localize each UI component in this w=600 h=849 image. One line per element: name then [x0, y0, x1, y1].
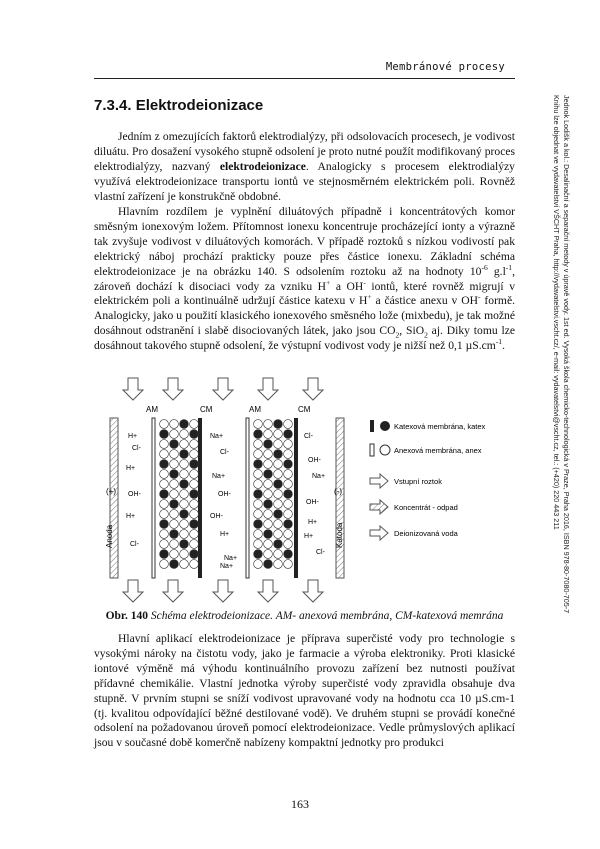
cation-resin-bead — [180, 540, 189, 549]
cation-resin-bead — [264, 530, 273, 539]
cation-resin-bead — [264, 500, 273, 509]
anion-resin-bead — [160, 470, 169, 479]
anion-resin-bead — [254, 440, 263, 449]
cation-resin-bead — [274, 480, 283, 489]
outlet-arrows — [123, 580, 323, 602]
ion-label: Na+ — [212, 473, 226, 480]
membrane-label-cm-2: CM — [298, 405, 311, 414]
cation-resin-bead — [264, 440, 273, 449]
cation-resin-bead — [160, 490, 169, 499]
anion-resin-bead — [284, 420, 293, 429]
anion-resin-bead — [284, 480, 293, 489]
anion-resin-bead — [264, 450, 273, 459]
running-header — [94, 52, 515, 79]
anion-resin-bead — [160, 530, 169, 539]
cation-resin-bead — [274, 420, 283, 429]
figure-caption — [94, 610, 515, 622]
anion-resin-bead — [170, 480, 179, 489]
cathode-sign: (-) — [334, 487, 342, 496]
anode-label: Anoda — [105, 524, 114, 548]
anion-resin-bead — [264, 430, 273, 439]
anion-resin-bead — [180, 460, 189, 469]
cation-resin-bead — [254, 460, 263, 469]
cation-resin-bead — [274, 450, 283, 459]
anion-resin-bead — [264, 520, 273, 529]
anion-resin-bead — [254, 420, 263, 429]
anion-resin-bead — [264, 460, 273, 469]
cation-resin-bead — [170, 440, 179, 449]
caption-text: Schéma elektrodeionizace. AM- anexová membrána, CM-katexová memrána — [150, 610, 504, 622]
ion-label: Cl- — [304, 433, 313, 440]
anion-resin-bead — [264, 480, 273, 489]
anion-resin-bead — [170, 520, 179, 529]
ion-label: OH- — [210, 513, 223, 520]
anion-resin-bead — [284, 470, 293, 479]
anion-resin-bead — [190, 470, 199, 479]
anion-resin-bead — [190, 530, 199, 539]
anion-resin-bead — [254, 510, 263, 519]
anion-resin-bead — [284, 510, 293, 519]
anion-resin-bead — [170, 420, 179, 429]
anion-resin-bead — [190, 420, 199, 429]
anion-resin-bead — [254, 540, 263, 549]
ion-label: Cl- — [316, 549, 325, 556]
paragraph-2 — [94, 205, 515, 354]
cation-resin-bead — [180, 480, 189, 489]
inlet-arrows — [123, 378, 323, 400]
anion-resin-bead — [254, 530, 263, 539]
cation-resin-bead — [180, 420, 189, 429]
side-citation-line1: Jednok Lodišk a kol.: Desalinační a separační metody v úpravě vody. 1st ed. Vysoká škola chemicko-technologická v Praze, Praha 2016, ISBN 978-80-7080-705-7 — [562, 95, 571, 614]
anion-resin-bead — [284, 540, 293, 549]
anion-resin-bead — [170, 450, 179, 459]
anion-resin-bead — [284, 500, 293, 509]
legend-feed: Vstupní roztok — [394, 477, 442, 486]
membrane-label-am-1: AM — [146, 405, 158, 414]
anion-resin-bead — [264, 540, 273, 549]
anion-resin-bead — [160, 540, 169, 549]
ion-label: Cl- — [132, 445, 141, 452]
paragraph-1 — [94, 130, 515, 205]
edi-diagram — [105, 378, 518, 603]
cation-resin-bead — [170, 470, 179, 479]
anion-resin-bead — [180, 430, 189, 439]
anion-resin-bead — [170, 490, 179, 499]
ion-label: H+ — [126, 513, 136, 520]
ion-label: Na+ — [210, 433, 224, 440]
anion-resin-bead — [264, 510, 273, 519]
ion-label: H+ — [220, 531, 230, 538]
cation-resin-bead — [264, 560, 273, 569]
anion-resin-bead — [274, 470, 283, 479]
anion-resin-bead — [180, 550, 189, 559]
cation-resin-bead — [284, 490, 293, 499]
ion-label: H+ — [308, 519, 318, 526]
legend — [370, 420, 486, 540]
membrane-label-am-2: AM — [249, 405, 261, 414]
paragraph-3-text: Hlavní aplikací elektrodeionizace je příprava superčisté vody pro technologie s vysokými nároky na čistotu vody, jako je farmacie a výroba elektroniky. Proti klasické iontové výměně má výhodu kontinuálního provozu zařízení bez nutnosti používat přídavné chemikálie. Vlastní jednotka výroby superčisté vody zpravidla obsahuje dva stupně. V prvním stupni se sníží vodivost upravované vody na hodnotu cca 10 µS.cm-1 (tj. kvalitou odpovídající běžné destilované vodě). Ve druhém stupni se provádí konečné odsolení na požadovanou úroveň pomocí elektrodeionizace. Vedle průmyslových aplikací jsou v současné době komerčně nabízeny kompaktní jednotky pro produkci — [94, 632, 515, 750]
ion-label: OH- — [128, 491, 141, 498]
cation-resin-bead — [190, 430, 199, 439]
anion-resin-bead — [190, 450, 199, 459]
anion-resin-bead — [254, 470, 263, 479]
side-citation — [541, 95, 571, 695]
cation-resin-bead — [180, 450, 189, 459]
cation-resin-bead — [160, 520, 169, 529]
anion-resin-bead — [284, 560, 293, 569]
ion-label: H+ — [126, 465, 136, 472]
anion-resin-bead — [180, 440, 189, 449]
paragraph-3 — [94, 632, 515, 751]
side-citation-line2: Knihu lze objednat ve vydavatelství VŠCHT Praha, http://vydavatelstvi.vscht.cz/, e-mail: vydavatelstvi@vscht.cz, tel.: (+420) 220 443 211 — [552, 95, 561, 530]
anion-resin-bead — [274, 550, 283, 559]
cation-resin-bead — [254, 550, 263, 559]
cation-resin-bead — [274, 510, 283, 519]
cation-resin-bead — [254, 520, 263, 529]
ion-label: OH- — [218, 491, 231, 498]
cation-resin-bead — [170, 500, 179, 509]
legend-katex: Katexová membrána, katex — [394, 422, 486, 431]
paragraph-2-text: Hlavním rozdílem je vyplnění diluátových případně i koncentrátových komor směsným ionexovým ložem. Přítomnost ionexu koncentruje procházející ionty a výrazně tak zvyšuje vodivost v diluátových komorách. V případě roztoků s nízkou vodivostí pak elektrický náboj prochází prakticky pouze přes částice ionexu. Základní schéma elektrodeionizace je na obrázku 140. S odsolením roztoku až na hodnoty $10^{-6}$ $g.l^{-1}$, zároveň dochází k disociaci vody za vzniku H+ a OH- iontů, které rovněž migrují v elektrickém poli a kontinuálně udržují částice katexu v H+ a částice anexu v OH- formě. Analogicky, jako u použití klasického ionexového směsného lože (mixbedu), je tak možné dosáhnout odstranění i slabě disociovaných látek, jako jsou $CO_2$, SiO$_2$ aj. Diky tomu lze dosáhnout takového stupně odsolení, že výstupní vodivost vody je nižší než 0,1 $\mu S.cm^{-1}$. — [94, 205, 515, 353]
cation-resin-bead — [264, 470, 273, 479]
ion-label: Na+ — [312, 473, 326, 480]
cation-resin-bead — [160, 550, 169, 559]
anion-resin-bead — [170, 430, 179, 439]
anion-resin-bead — [274, 560, 283, 569]
anion-resin-bead — [160, 480, 169, 489]
cation-resin-bead — [254, 490, 263, 499]
cation-resin-bead — [190, 460, 199, 469]
anion-resin-bead — [180, 520, 189, 529]
page-number: 163 — [291, 797, 309, 811]
ion-label: Cl- — [130, 541, 139, 548]
paragraph-1-text: Jedním z omezujících faktorů elektrodialýzy, při odsolovacích procesech, je vodivost diluátu. Pro dosažení vysokého stupně odsolení je proto nutné použít modifikovaný proces elektrodialýzy, nazvaný elektrodeionizace. Analogicky s procesem elektrodialýzy využívá elektrodeionizace transportu iontů ve stejnosměrném elektrickém poli. Rovněž vlastní zařízení je konstrukčně obdobné. — [94, 130, 515, 203]
cation-resin-bead — [284, 430, 293, 439]
ion-label: Na+ — [220, 563, 234, 570]
anode-sign: (+) — [106, 487, 116, 496]
anion-resin-bead — [274, 440, 283, 449]
ion-label: Na+ — [224, 555, 238, 562]
ion-label: OH- — [306, 499, 319, 506]
anion-resin-bead — [284, 530, 293, 539]
anion-resin-bead — [264, 490, 273, 499]
anion-resin-bead — [170, 550, 179, 559]
anion-resin-bead — [190, 440, 199, 449]
cathode-label: Katoda — [335, 522, 344, 548]
anion-resin-bead — [180, 530, 189, 539]
term-bold: elektrodeionizace — [219, 159, 306, 173]
ion-label: OH- — [308, 457, 321, 464]
cation-resin-bead — [170, 560, 179, 569]
anion-resin-bead — [254, 560, 263, 569]
anode-plate — [110, 418, 118, 578]
anion-resin-bead — [264, 420, 273, 429]
anion-resin-bead — [180, 470, 189, 479]
anion-resin-bead — [274, 460, 283, 469]
anion-resin-bead — [170, 510, 179, 519]
anion-resin-bead — [160, 450, 169, 459]
cation-resin-bead — [254, 430, 263, 439]
cation-resin-bead — [284, 550, 293, 559]
caption-label: Obr. 140 — [105, 610, 148, 622]
anion-resin-bead — [274, 530, 283, 539]
cation-resin-bead — [284, 520, 293, 529]
anion-resin-bead — [180, 560, 189, 569]
anion-resin-bead — [274, 430, 283, 439]
anion-resin-bead — [160, 510, 169, 519]
membrane-label-cm-1: CM — [200, 405, 213, 414]
legend-concentrate: Koncentrát - odpad — [394, 503, 458, 512]
cation-resin-bead — [190, 550, 199, 559]
cathode-plate — [336, 418, 344, 578]
anion-resin-bead — [170, 460, 179, 469]
anion-resin-bead — [274, 490, 283, 499]
cation-resin-bead — [274, 540, 283, 549]
anion-resin-bead — [180, 490, 189, 499]
anion-resin-bead — [190, 560, 199, 569]
cation-resin-bead — [170, 530, 179, 539]
ion-label: H+ — [128, 433, 138, 440]
anion-resin-bead — [284, 450, 293, 459]
anion-resin-bead — [254, 480, 263, 489]
legend-deionized: Deionizovaná voda — [394, 529, 458, 538]
anion-resin-bead — [284, 440, 293, 449]
cation-resin-bead — [190, 520, 199, 529]
anion-resin-bead — [190, 510, 199, 519]
cation-resin-bead — [284, 460, 293, 469]
legend-anex: Anexová membrána, anex — [394, 446, 482, 455]
anion-resin-bead — [190, 540, 199, 549]
ion-label: Cl- — [220, 449, 229, 456]
running-title: Membránové procesy — [385, 61, 505, 73]
ion-label: H+ — [304, 533, 314, 540]
anion-resin-bead — [160, 440, 169, 449]
anion-resin-bead — [264, 550, 273, 559]
anion-resin-bead — [254, 450, 263, 459]
anion-resin-bead — [160, 560, 169, 569]
anion-resin-bead — [180, 500, 189, 509]
cation-resin-bead — [160, 460, 169, 469]
anion-resin-bead — [274, 500, 283, 509]
anion-resin-bead — [160, 420, 169, 429]
cation-resin-bead — [190, 490, 199, 499]
anion-resin-bead — [274, 520, 283, 529]
cation-resin-bead — [160, 430, 169, 439]
anion-resin-bead — [190, 500, 199, 509]
anion-resin-bead — [190, 480, 199, 489]
cation-resin-bead — [180, 510, 189, 519]
anion-resin-bead — [254, 500, 263, 509]
anion-resin-bead — [170, 540, 179, 549]
section-title: 7.3.4. Elektrodeionizace — [94, 97, 264, 114]
anion-resin-bead — [160, 500, 169, 509]
